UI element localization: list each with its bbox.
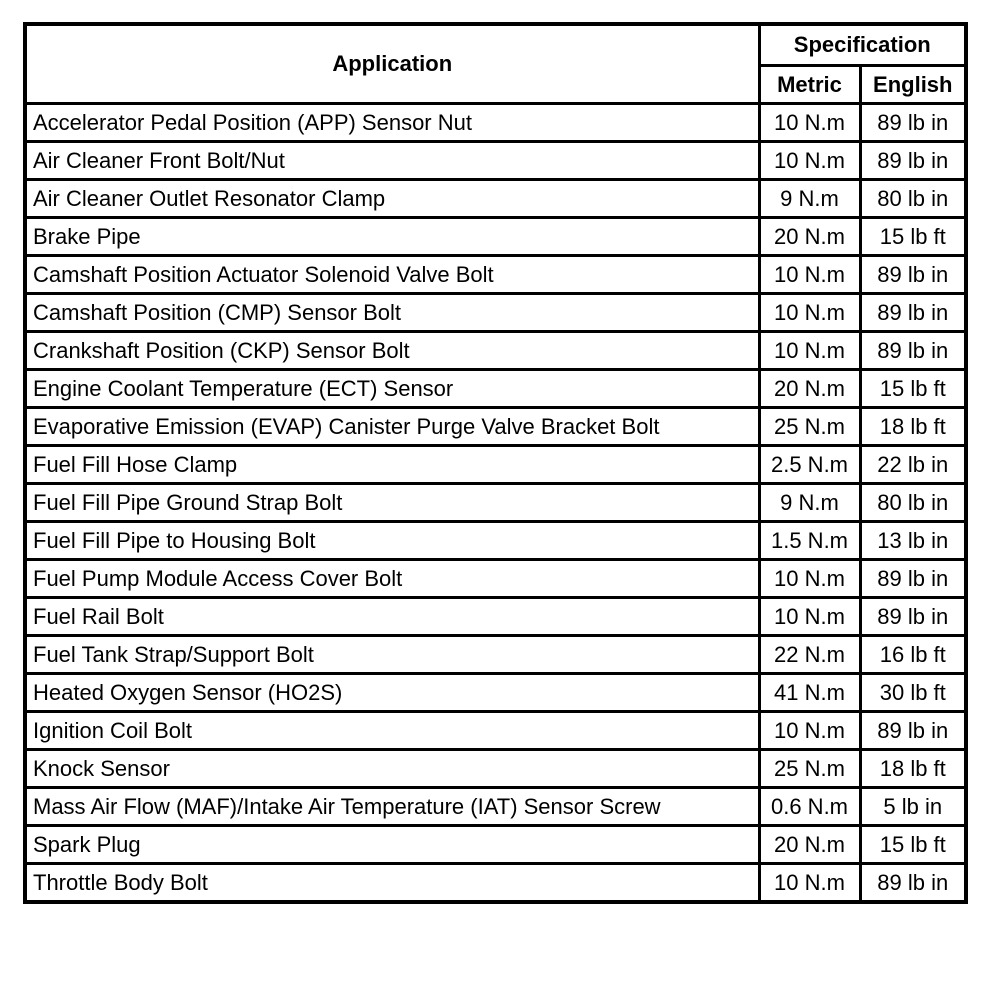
application-cell: Accelerator Pedal Position (APP) Sensor Nut <box>25 104 759 142</box>
metric-value-cell: 22 N.m <box>759 636 860 674</box>
application-cell: Throttle Body Bolt <box>25 864 759 903</box>
application-cell: Camshaft Position (CMP) Sensor Bolt <box>25 294 759 332</box>
table-row <box>25 788 966 826</box>
english-value-cell: 89 lb in <box>860 598 966 636</box>
application-cell: Fuel Tank Strap/Support Bolt <box>25 636 759 674</box>
english-value-cell: 89 lb in <box>860 142 966 180</box>
header-row-top <box>25 24 966 66</box>
application-cell: Evaporative Emission (EVAP) Canister Purge Valve Bracket Bolt <box>25 408 759 446</box>
english-value-cell: 16 lb ft <box>860 636 966 674</box>
table-row <box>25 104 966 142</box>
metric-value-cell: 0.6 N.m <box>759 788 860 826</box>
table-row <box>25 674 966 712</box>
application-cell: Knock Sensor <box>25 750 759 788</box>
application-cell: Fuel Fill Pipe Ground Strap Bolt <box>25 484 759 522</box>
metric-value-cell: 9 N.m <box>759 180 860 218</box>
metric-value-cell: 25 N.m <box>759 408 860 446</box>
specification-column-header: Specification <box>759 24 966 66</box>
english-value-cell: 89 lb in <box>860 560 966 598</box>
english-column-header: English <box>860 66 966 104</box>
metric-value-cell: 10 N.m <box>759 712 860 750</box>
english-value-cell: 89 lb in <box>860 864 966 903</box>
table-row <box>25 864 966 903</box>
table-row <box>25 446 966 484</box>
table-row <box>25 370 966 408</box>
application-cell: Heated Oxygen Sensor (HO2S) <box>25 674 759 712</box>
english-value-cell: 80 lb in <box>860 180 966 218</box>
application-cell: Fuel Fill Pipe to Housing Bolt <box>25 522 759 560</box>
table-body <box>25 104 966 903</box>
english-value-cell: 5 lb in <box>860 788 966 826</box>
table-row <box>25 750 966 788</box>
application-cell: Brake Pipe <box>25 218 759 256</box>
table-row <box>25 332 966 370</box>
english-value-cell: 15 lb ft <box>860 826 966 864</box>
metric-value-cell: 20 N.m <box>759 370 860 408</box>
english-value-cell: 30 lb ft <box>860 674 966 712</box>
metric-value-cell: 9 N.m <box>759 484 860 522</box>
table-row <box>25 218 966 256</box>
table-row <box>25 826 966 864</box>
table-row <box>25 142 966 180</box>
english-value-cell: 15 lb ft <box>860 370 966 408</box>
metric-value-cell: 20 N.m <box>759 218 860 256</box>
application-cell: Fuel Rail Bolt <box>25 598 759 636</box>
table-row <box>25 598 966 636</box>
metric-value-cell: 20 N.m <box>759 826 860 864</box>
metric-value-cell: 1.5 N.m <box>759 522 860 560</box>
english-value-cell: 13 lb in <box>860 522 966 560</box>
english-value-cell: 80 lb in <box>860 484 966 522</box>
metric-value-cell: 10 N.m <box>759 294 860 332</box>
metric-column-header: Metric <box>759 66 860 104</box>
metric-value-cell: 10 N.m <box>759 332 860 370</box>
metric-value-cell: 2.5 N.m <box>759 446 860 484</box>
table-row <box>25 522 966 560</box>
table-row <box>25 712 966 750</box>
application-cell: Engine Coolant Temperature (ECT) Sensor <box>25 370 759 408</box>
english-value-cell: 89 lb in <box>860 104 966 142</box>
table-row <box>25 180 966 218</box>
table-header <box>25 24 966 104</box>
table-row <box>25 560 966 598</box>
application-cell: Crankshaft Position (CKP) Sensor Bolt <box>25 332 759 370</box>
application-cell: Camshaft Position Actuator Solenoid Valve Bolt <box>25 256 759 294</box>
metric-value-cell: 10 N.m <box>759 598 860 636</box>
table-row <box>25 408 966 446</box>
metric-value-cell: 10 N.m <box>759 104 860 142</box>
application-cell: Fuel Fill Hose Clamp <box>25 446 759 484</box>
application-cell: Spark Plug <box>25 826 759 864</box>
metric-value-cell: 10 N.m <box>759 256 860 294</box>
metric-value-cell: 41 N.m <box>759 674 860 712</box>
application-cell: Mass Air Flow (MAF)/Intake Air Temperature (IAT) Sensor Screw <box>25 788 759 826</box>
english-value-cell: 22 lb in <box>860 446 966 484</box>
table-row <box>25 484 966 522</box>
english-value-cell: 18 lb ft <box>860 408 966 446</box>
metric-value-cell: 25 N.m <box>759 750 860 788</box>
application-cell: Air Cleaner Outlet Resonator Clamp <box>25 180 759 218</box>
application-cell: Ignition Coil Bolt <box>25 712 759 750</box>
metric-value-cell: 10 N.m <box>759 142 860 180</box>
metric-value-cell: 10 N.m <box>759 864 860 903</box>
table-row <box>25 294 966 332</box>
fastener-specification-table <box>23 22 968 904</box>
english-value-cell: 89 lb in <box>860 256 966 294</box>
english-value-cell: 18 lb ft <box>860 750 966 788</box>
english-value-cell: 89 lb in <box>860 332 966 370</box>
application-cell: Fuel Pump Module Access Cover Bolt <box>25 560 759 598</box>
english-value-cell: 89 lb in <box>860 294 966 332</box>
metric-value-cell: 10 N.m <box>759 560 860 598</box>
english-value-cell: 15 lb ft <box>860 218 966 256</box>
application-cell: Air Cleaner Front Bolt/Nut <box>25 142 759 180</box>
table-row <box>25 636 966 674</box>
english-value-cell: 89 lb in <box>860 712 966 750</box>
table-row <box>25 256 966 294</box>
application-column-header: Application <box>25 24 759 104</box>
